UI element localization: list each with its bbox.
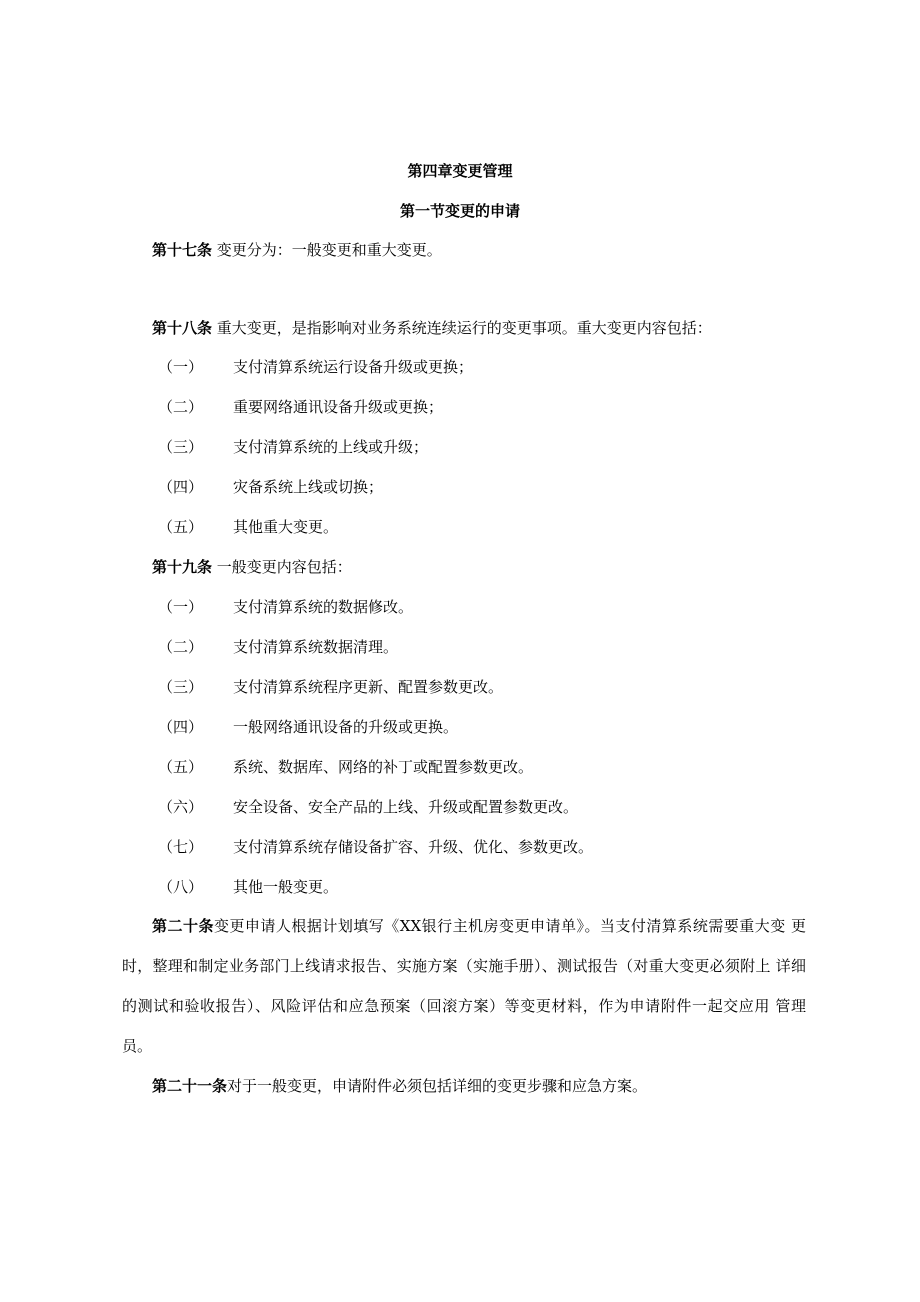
list-item-text: 一般网络通讯设备的升级或更换。 bbox=[233, 718, 459, 736]
list-item-number: （四） bbox=[158, 478, 204, 496]
article-18 bbox=[152, 318, 810, 338]
list-item-text: 支付清算系统程序更新、配置参数更改。 bbox=[233, 678, 504, 696]
list-item bbox=[158, 437, 428, 457]
article-17 bbox=[152, 240, 810, 260]
article-20-text: 变更申请人根据计划填写《XX银行主机房变更申请单》。当支付清算系统需要重大变 更时，整理和制定业务部门上线请求报告、实施方案（实施手册）、测试报告（对重大变更必须附上 详细的测试和验收报告）、风险评估和应急预案（回滚方案）等变更材料，作为申请附件一起交应用 管理员。 bbox=[122, 917, 806, 1055]
article-21-text: 对于一般变更，申请附件必须包括详细的变更步骤和应急方案。 bbox=[227, 1077, 648, 1095]
list-item-number: （四） bbox=[158, 718, 204, 736]
list-item-text: 系统、数据库、网络的补丁或配置参数更改。 bbox=[233, 758, 534, 776]
article-21 bbox=[122, 1066, 806, 1106]
article-20 bbox=[122, 906, 806, 1066]
article-19-label: 第十九条 bbox=[152, 558, 213, 576]
list-item-text: 安全设备、安全产品的上线、升级或配置参数更改。 bbox=[233, 798, 579, 816]
article-20-label: 第二十条 bbox=[152, 917, 214, 935]
list-item bbox=[158, 477, 383, 497]
list-item-number: （一） bbox=[158, 598, 204, 616]
article-21-label: 第二十一条 bbox=[152, 1077, 228, 1095]
article-19-text: 一般变更内容包括： bbox=[212, 558, 352, 576]
article-18-text: 重大变更，是指影响对业务系统连续运行的变更事项。重大变更内容包括： bbox=[212, 319, 712, 337]
list-item-number: （五） bbox=[158, 758, 204, 776]
list-item-number: （八） bbox=[158, 878, 204, 896]
article-17-text: 变更分为：一般变更和重大变更。 bbox=[212, 241, 442, 259]
list-item bbox=[158, 597, 413, 617]
list-item-text: 灾备系统上线或切换； bbox=[233, 478, 384, 496]
list-item-text: 支付清算系统的上线或升级； bbox=[233, 438, 429, 456]
list-item bbox=[158, 517, 338, 537]
list-item-text: 支付清算系统存储设备扩容、升级、优化、参数更改。 bbox=[233, 838, 594, 856]
article-19 bbox=[152, 557, 810, 577]
list-item-text: 支付清算系统的数据修改。 bbox=[233, 598, 414, 616]
list-item-text: 其他一般变更。 bbox=[233, 878, 339, 896]
list-item-text: 支付清算系统运行设备升级或更换； bbox=[233, 358, 474, 376]
list-item bbox=[158, 877, 338, 897]
list-item-number: （五） bbox=[158, 518, 204, 536]
list-item-number: （一） bbox=[158, 358, 204, 376]
list-item-number: （二） bbox=[158, 398, 204, 416]
list-item-number: （三） bbox=[158, 678, 204, 696]
list-item bbox=[158, 717, 458, 737]
list-item-number: （七） bbox=[158, 838, 204, 856]
list-item bbox=[158, 797, 578, 817]
list-item-number: （六） bbox=[158, 798, 204, 816]
list-item-text: 重要网络通讯设备升级或更换； bbox=[233, 398, 444, 416]
list-item bbox=[158, 677, 503, 697]
list-item-text: 支付清算系统数据清理。 bbox=[233, 638, 399, 656]
list-item bbox=[158, 357, 473, 377]
chapter-title: 第四章变更管理 bbox=[407, 162, 513, 180]
list-item-number: （三） bbox=[158, 438, 204, 456]
list-item bbox=[158, 637, 398, 657]
list-item bbox=[158, 837, 593, 857]
list-item-number: （二） bbox=[158, 638, 204, 656]
list-item-text: 其他重大变更。 bbox=[233, 518, 339, 536]
section-title: 第一节变更的申请 bbox=[399, 202, 520, 220]
article-18-label: 第十八条 bbox=[152, 319, 213, 337]
list-item bbox=[158, 757, 533, 777]
list-item bbox=[158, 397, 443, 417]
article-17-label: 第十七条 bbox=[152, 241, 213, 259]
